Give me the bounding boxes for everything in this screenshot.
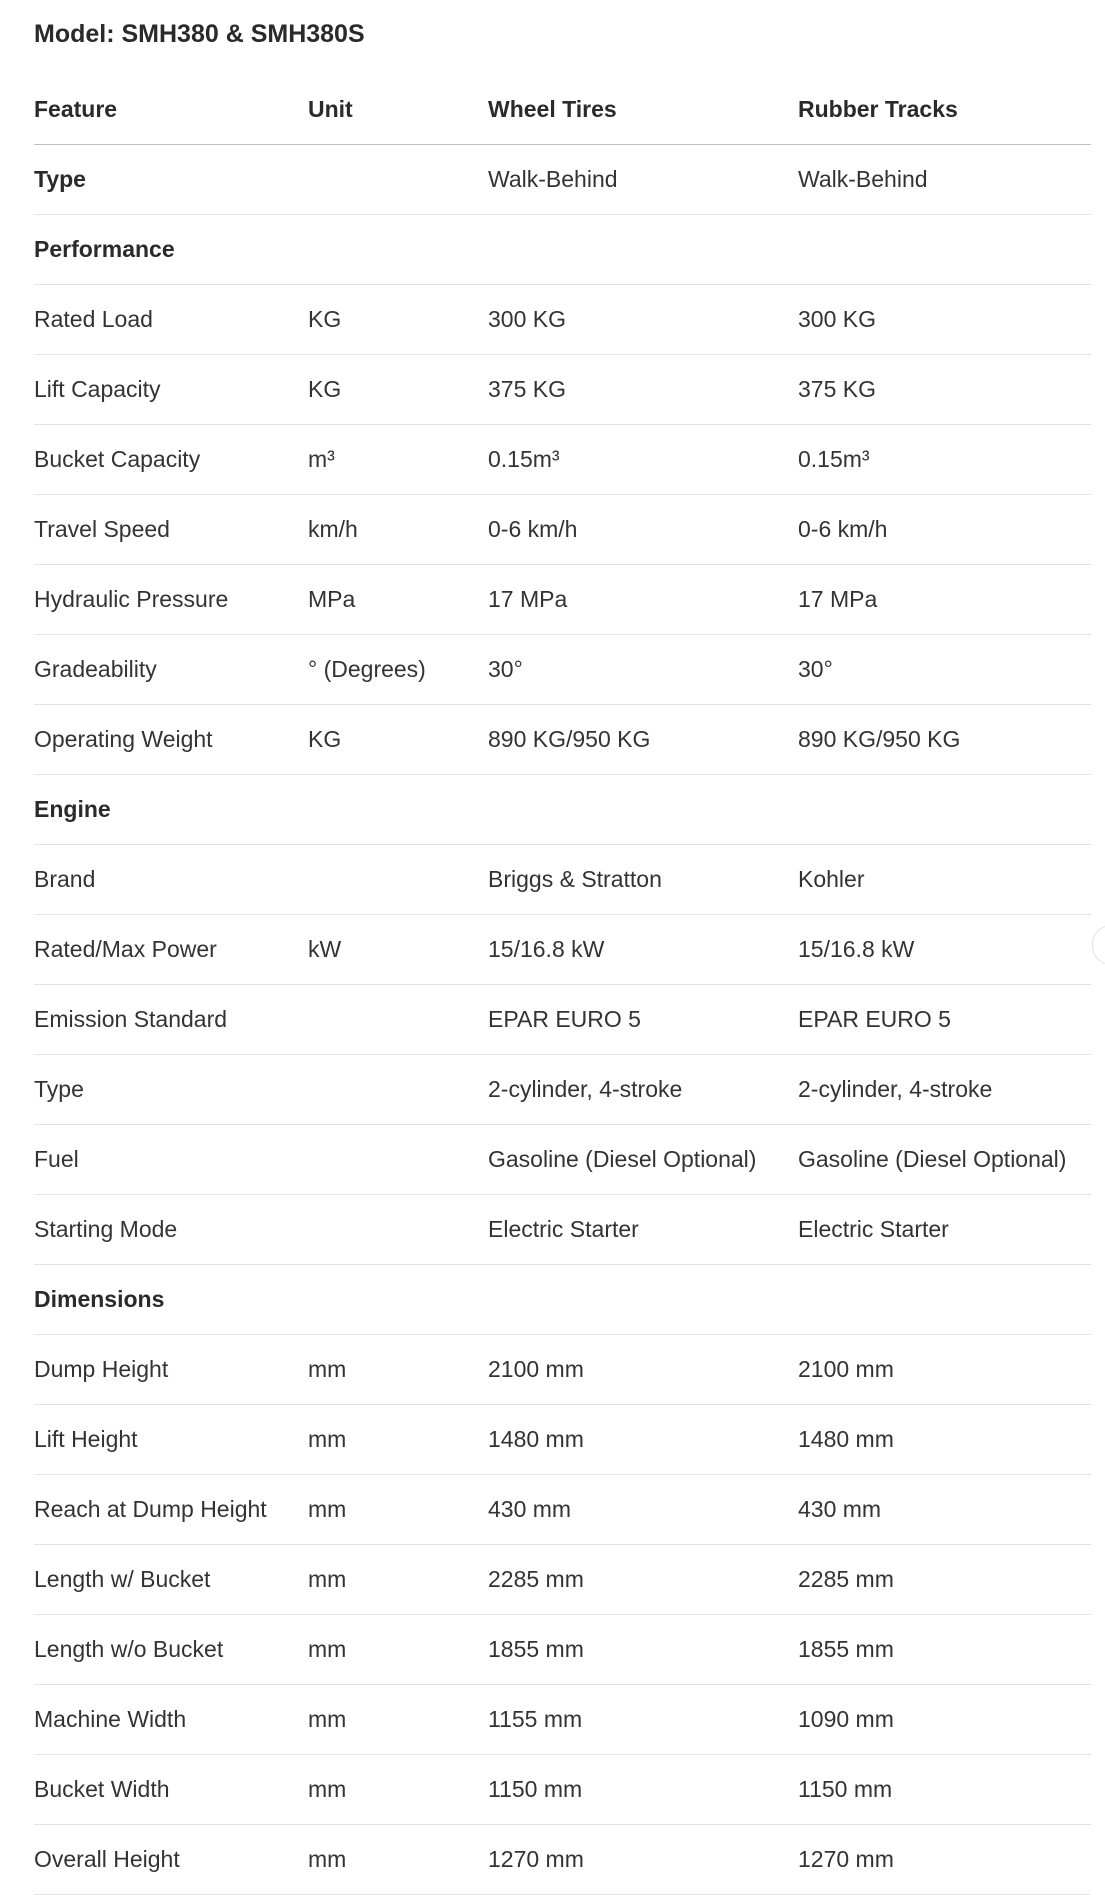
rubber-tracks-cell: Walk-Behind (798, 145, 1091, 215)
wheel-tires-cell: 1480 mm (488, 1405, 798, 1475)
table-row (34, 355, 1091, 425)
wheel-tires-cell: 17 MPa (488, 565, 798, 635)
feature-cell: Overall Height (34, 1825, 308, 1895)
table-row (34, 985, 1091, 1055)
rubber-tracks-cell: 2100 mm (798, 1335, 1091, 1405)
table-row (34, 1125, 1091, 1195)
table-row (34, 1335, 1091, 1405)
unit-cell: mm (308, 1545, 488, 1615)
spec-table (34, 75, 1091, 1895)
unit-cell: ° (Degrees) (308, 635, 488, 705)
unit-cell (308, 985, 488, 1055)
unit-cell: m³ (308, 425, 488, 495)
feature-cell: Reach at Dump Height (34, 1475, 308, 1545)
wheel-tires-cell: EPAR EURO 5 (488, 985, 798, 1055)
side-scroll-handle[interactable] (1092, 925, 1105, 965)
table-row (34, 1545, 1091, 1615)
section-row-engine (34, 775, 1091, 845)
table-row (34, 1615, 1091, 1685)
unit-cell: kW (308, 915, 488, 985)
unit-cell: mm (308, 1755, 488, 1825)
wheel-tires-cell: 2100 mm (488, 1335, 798, 1405)
wheel-tires-cell: 2285 mm (488, 1545, 798, 1615)
column-header-rubber-tracks: Rubber Tracks (798, 75, 1091, 145)
feature-cell: Travel Speed (34, 495, 308, 565)
feature-cell: Dump Height (34, 1335, 308, 1405)
unit-cell: MPa (308, 565, 488, 635)
feature-cell: Operating Weight (34, 705, 308, 775)
unit-cell: mm (308, 1825, 488, 1895)
rubber-tracks-cell: 430 mm (798, 1475, 1091, 1545)
table-row (34, 1475, 1091, 1545)
table-row (34, 705, 1091, 775)
section-row-dimensions (34, 1265, 1091, 1335)
feature-cell: Rated Load (34, 285, 308, 355)
rubber-tracks-cell: 1480 mm (798, 1405, 1091, 1475)
wheel-tires-cell: 1155 mm (488, 1685, 798, 1755)
wheel-tires-cell: Electric Starter (488, 1195, 798, 1265)
unit-cell (308, 1055, 488, 1125)
unit-cell: mm (308, 1615, 488, 1685)
wheel-tires-cell: Briggs & Stratton (488, 845, 798, 915)
table-row (34, 285, 1091, 355)
unit-cell (308, 1265, 488, 1335)
feature-cell: Length w/ Bucket (34, 1545, 308, 1615)
wheel-tires-cell: 0.15m³ (488, 425, 798, 495)
table-row (34, 845, 1091, 915)
feature-cell: Brand (34, 845, 308, 915)
wheel-tires-cell: 890 KG/950 KG (488, 705, 798, 775)
unit-cell (308, 845, 488, 915)
section-row-performance (34, 215, 1091, 285)
feature-cell: Type (34, 1055, 308, 1125)
column-header-unit: Unit (308, 75, 488, 145)
table-row (34, 145, 1091, 215)
table-row (34, 1825, 1091, 1895)
feature-cell: Starting Mode (34, 1195, 308, 1265)
feature-cell: Bucket Capacity (34, 425, 308, 495)
table-row (34, 565, 1091, 635)
wheel-tires-cell: 0-6 km/h (488, 495, 798, 565)
feature-cell: Lift Capacity (34, 355, 308, 425)
column-header-feature: Feature (34, 75, 308, 145)
feature-cell: Fuel (34, 1125, 308, 1195)
feature-cell: Type (34, 145, 308, 215)
section-heading: Dimensions (34, 1265, 308, 1335)
rubber-tracks-cell: 17 MPa (798, 565, 1091, 635)
section-heading: Engine (34, 775, 308, 845)
feature-cell: Length w/o Bucket (34, 1615, 308, 1685)
unit-cell: KG (308, 705, 488, 775)
feature-cell: Rated/Max Power (34, 915, 308, 985)
table-row (34, 1755, 1091, 1825)
feature-cell: Gradeability (34, 635, 308, 705)
feature-cell: Machine Width (34, 1685, 308, 1755)
wheel-tires-cell: 375 KG (488, 355, 798, 425)
table-row (34, 1195, 1091, 1265)
wheel-tires-cell: 30° (488, 635, 798, 705)
unit-cell: mm (308, 1335, 488, 1405)
wheel-tires-cell: Gasoline (Diesel Optional) (488, 1125, 798, 1195)
rubber-tracks-cell: EPAR EURO 5 (798, 985, 1091, 1055)
table-row (34, 635, 1091, 705)
unit-cell (308, 215, 488, 285)
rubber-tracks-cell (798, 775, 1091, 845)
table-row (34, 495, 1091, 565)
unit-cell: mm (308, 1405, 488, 1475)
table-row (34, 915, 1091, 985)
rubber-tracks-cell: 2285 mm (798, 1545, 1091, 1615)
unit-cell (308, 1125, 488, 1195)
rubber-tracks-cell (798, 1265, 1091, 1335)
wheel-tires-cell (488, 215, 798, 285)
wheel-tires-cell (488, 775, 798, 845)
rubber-tracks-cell: 30° (798, 635, 1091, 705)
column-header-wheel-tires: Wheel Tires (488, 75, 798, 145)
unit-cell (308, 1195, 488, 1265)
rubber-tracks-cell: 2-cylinder, 4-stroke (798, 1055, 1091, 1125)
unit-cell (308, 775, 488, 845)
rubber-tracks-cell: 0-6 km/h (798, 495, 1091, 565)
rubber-tracks-cell: 890 KG/950 KG (798, 705, 1091, 775)
feature-cell: Emission Standard (34, 985, 308, 1055)
wheel-tires-cell: 2-cylinder, 4-stroke (488, 1055, 798, 1125)
wheel-tires-cell: Walk-Behind (488, 145, 798, 215)
rubber-tracks-cell: 0.15m³ (798, 425, 1091, 495)
table-row (34, 1055, 1091, 1125)
feature-cell: Hydraulic Pressure (34, 565, 308, 635)
rubber-tracks-cell: 1150 mm (798, 1755, 1091, 1825)
table-row (34, 1405, 1091, 1475)
page-title: Model: SMH380 & SMH380S (34, 20, 365, 48)
wheel-tires-cell: 15/16.8 kW (488, 915, 798, 985)
unit-cell: mm (308, 1685, 488, 1755)
feature-cell: Bucket Width (34, 1755, 308, 1825)
rubber-tracks-cell: Electric Starter (798, 1195, 1091, 1265)
unit-cell: KG (308, 285, 488, 355)
rubber-tracks-cell: 300 KG (798, 285, 1091, 355)
unit-cell: km/h (308, 495, 488, 565)
wheel-tires-cell (488, 1265, 798, 1335)
rubber-tracks-cell: Gasoline (Diesel Optional) (798, 1125, 1091, 1195)
wheel-tires-cell: 1270 mm (488, 1825, 798, 1895)
rubber-tracks-cell (798, 215, 1091, 285)
unit-cell: KG (308, 355, 488, 425)
section-heading: Performance (34, 215, 308, 285)
unit-cell (308, 145, 488, 215)
table-row (34, 425, 1091, 495)
wheel-tires-cell: 430 mm (488, 1475, 798, 1545)
table-row (34, 1685, 1091, 1755)
rubber-tracks-cell: 375 KG (798, 355, 1091, 425)
wheel-tires-cell: 300 KG (488, 285, 798, 355)
table-header-row (34, 75, 1091, 145)
rubber-tracks-cell: Kohler (798, 845, 1091, 915)
wheel-tires-cell: 1855 mm (488, 1615, 798, 1685)
unit-cell: mm (308, 1475, 488, 1545)
feature-cell: Lift Height (34, 1405, 308, 1475)
rubber-tracks-cell: 1090 mm (798, 1685, 1091, 1755)
rubber-tracks-cell: 1855 mm (798, 1615, 1091, 1685)
wheel-tires-cell: 1150 mm (488, 1755, 798, 1825)
rubber-tracks-cell: 1270 mm (798, 1825, 1091, 1895)
rubber-tracks-cell: 15/16.8 kW (798, 915, 1091, 985)
